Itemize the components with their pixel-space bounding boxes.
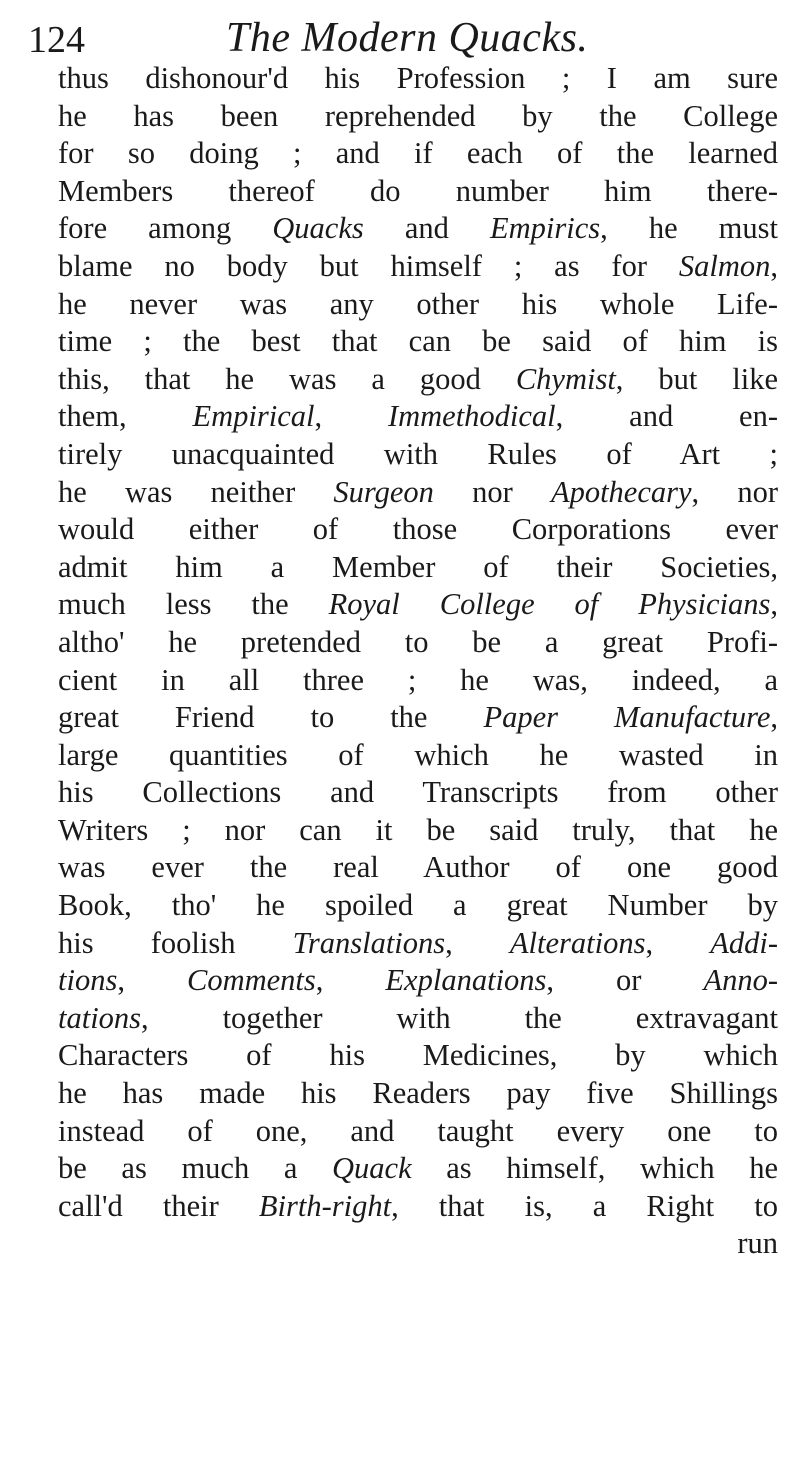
- text-segment: was ever the real Author of one good: [58, 850, 778, 885]
- text-segment: he has made his Readers pay five Shillings: [58, 1076, 778, 1111]
- text-segment: as himself, which he: [411, 1151, 779, 1186]
- text-line: [58, 962, 778, 1000]
- text-line: [58, 624, 778, 662]
- running-title: The Modern Quacks.: [226, 15, 589, 61]
- text-segment: , nor: [691, 474, 778, 509]
- body-text: [58, 60, 778, 1263]
- text-line: [58, 210, 778, 248]
- text-segment: Apothecary: [550, 474, 692, 509]
- text-segment: large quantities of which he wasted in: [58, 737, 778, 772]
- text-segment: instead of one, and taught every one to: [58, 1113, 778, 1148]
- text-segment: Empirical: [192, 399, 315, 434]
- text-segment: ,: [445, 925, 510, 960]
- text-segment: , or: [546, 963, 704, 998]
- text-line: [58, 849, 778, 887]
- text-segment: tions: [58, 963, 118, 998]
- text-segment: and: [363, 211, 490, 246]
- text-segment: , he must: [600, 211, 778, 246]
- text-line: [58, 1150, 778, 1188]
- text-segment: Paper Manufacture: [483, 700, 771, 735]
- text-line: [58, 887, 778, 925]
- text-segment: Members thereof do number him there-: [58, 173, 778, 208]
- text-line: [58, 1000, 778, 1038]
- text-segment: Anno-: [703, 963, 779, 998]
- text-segment: his foolish: [58, 925, 293, 960]
- text-segment: , that is, a Right to: [391, 1188, 778, 1223]
- text-line: [58, 98, 778, 136]
- text-segment: admit him a Member of their Societies,: [58, 549, 778, 584]
- text-segment: Empirics: [489, 211, 601, 246]
- text-segment: Comments: [186, 963, 316, 998]
- text-line: [58, 323, 778, 361]
- text-segment: Alterations: [509, 925, 646, 960]
- text-segment: Explanations: [385, 963, 547, 998]
- text-line: [58, 135, 778, 173]
- text-segment: Salmon: [678, 248, 771, 283]
- text-line: [58, 812, 778, 850]
- text-segment: ,: [770, 587, 778, 622]
- text-segment: Writers ; nor can it be said truly, that he: [58, 812, 778, 847]
- text-line: [58, 699, 778, 737]
- text-segment: tations: [58, 1000, 142, 1035]
- text-segment: thus dishonour'd his Profession ; I am sure: [58, 61, 778, 95]
- text-segment: , together with the extravagant: [141, 1000, 778, 1035]
- text-segment: Addi-: [710, 925, 779, 960]
- text-line: [58, 549, 778, 587]
- text-segment: Translations: [292, 925, 446, 960]
- text-line: [58, 248, 778, 286]
- text-segment: run: [737, 1226, 778, 1261]
- text-line: [58, 286, 778, 324]
- text-segment: blame no body but himself ; as for: [58, 248, 679, 283]
- text-segment: much less the: [58, 587, 329, 622]
- text-segment: this, that he was a good: [58, 361, 516, 396]
- text-line: [58, 173, 778, 211]
- text-line: [58, 1037, 778, 1075]
- text-line: [58, 436, 778, 474]
- text-segment: his Collections and Transcripts from other: [58, 775, 778, 810]
- text-segment: great Friend to the: [58, 700, 484, 735]
- text-segment: call'd their: [58, 1188, 259, 1223]
- text-segment: ,: [314, 399, 388, 434]
- text-segment: fore among: [58, 211, 273, 246]
- text-line: [58, 586, 778, 624]
- text-segment: Quacks: [272, 211, 364, 246]
- text-segment: , and en-: [555, 399, 778, 434]
- text-line: [58, 1188, 778, 1226]
- text-line: [58, 398, 778, 436]
- text-segment: be as much a: [58, 1151, 333, 1186]
- text-segment: he was neither: [58, 474, 334, 509]
- text-line: [58, 1075, 778, 1113]
- text-segment: tirely unacquainted with Rules of Art ;: [58, 436, 778, 471]
- text-segment: nor: [433, 474, 551, 509]
- text-segment: , but like: [615, 361, 779, 396]
- text-segment: Surgeon: [333, 474, 434, 509]
- text-line: [58, 1225, 778, 1263]
- text-segment: Quack: [332, 1151, 412, 1186]
- text-segment: them,: [58, 399, 193, 434]
- text-segment: Birth-right: [258, 1188, 392, 1223]
- text-segment: ,: [645, 925, 711, 960]
- text-line: [58, 361, 778, 399]
- text-segment: he has been reprehended by the College: [58, 98, 778, 133]
- text-line: [58, 1113, 778, 1151]
- text-line: [58, 511, 778, 549]
- text-segment: Book, tho' he spoiled a great Number by: [58, 888, 778, 923]
- text-segment: for so doing ; and if each of the learned: [58, 136, 778, 171]
- text-line: [58, 737, 778, 775]
- text-segment: ,: [770, 248, 778, 283]
- text-segment: Immethodical: [387, 399, 556, 434]
- text-line: [58, 774, 778, 812]
- text-segment: ,: [117, 963, 187, 998]
- page-number: 124: [28, 19, 85, 61]
- text-line: [58, 60, 778, 98]
- text-line: [58, 925, 778, 963]
- text-segment: time ; the best that can be said of him is: [58, 324, 778, 359]
- text-segment: Chymist: [515, 361, 616, 396]
- text-segment: cient in all three ; he was, indeed, a: [58, 662, 778, 697]
- text-segment: ,: [315, 963, 386, 998]
- text-segment: would either of those Corporations ever: [58, 512, 778, 547]
- text-segment: Royal College of Physicians: [328, 587, 771, 622]
- text-segment: Characters of his Medicines, by which: [58, 1038, 778, 1073]
- text-segment: ,: [770, 700, 778, 735]
- text-segment: he never was any other his whole Life-: [58, 286, 778, 321]
- text-segment: altho' he pretended to be a great Profi-: [58, 624, 778, 659]
- text-line: [58, 474, 778, 512]
- text-line: [58, 662, 778, 700]
